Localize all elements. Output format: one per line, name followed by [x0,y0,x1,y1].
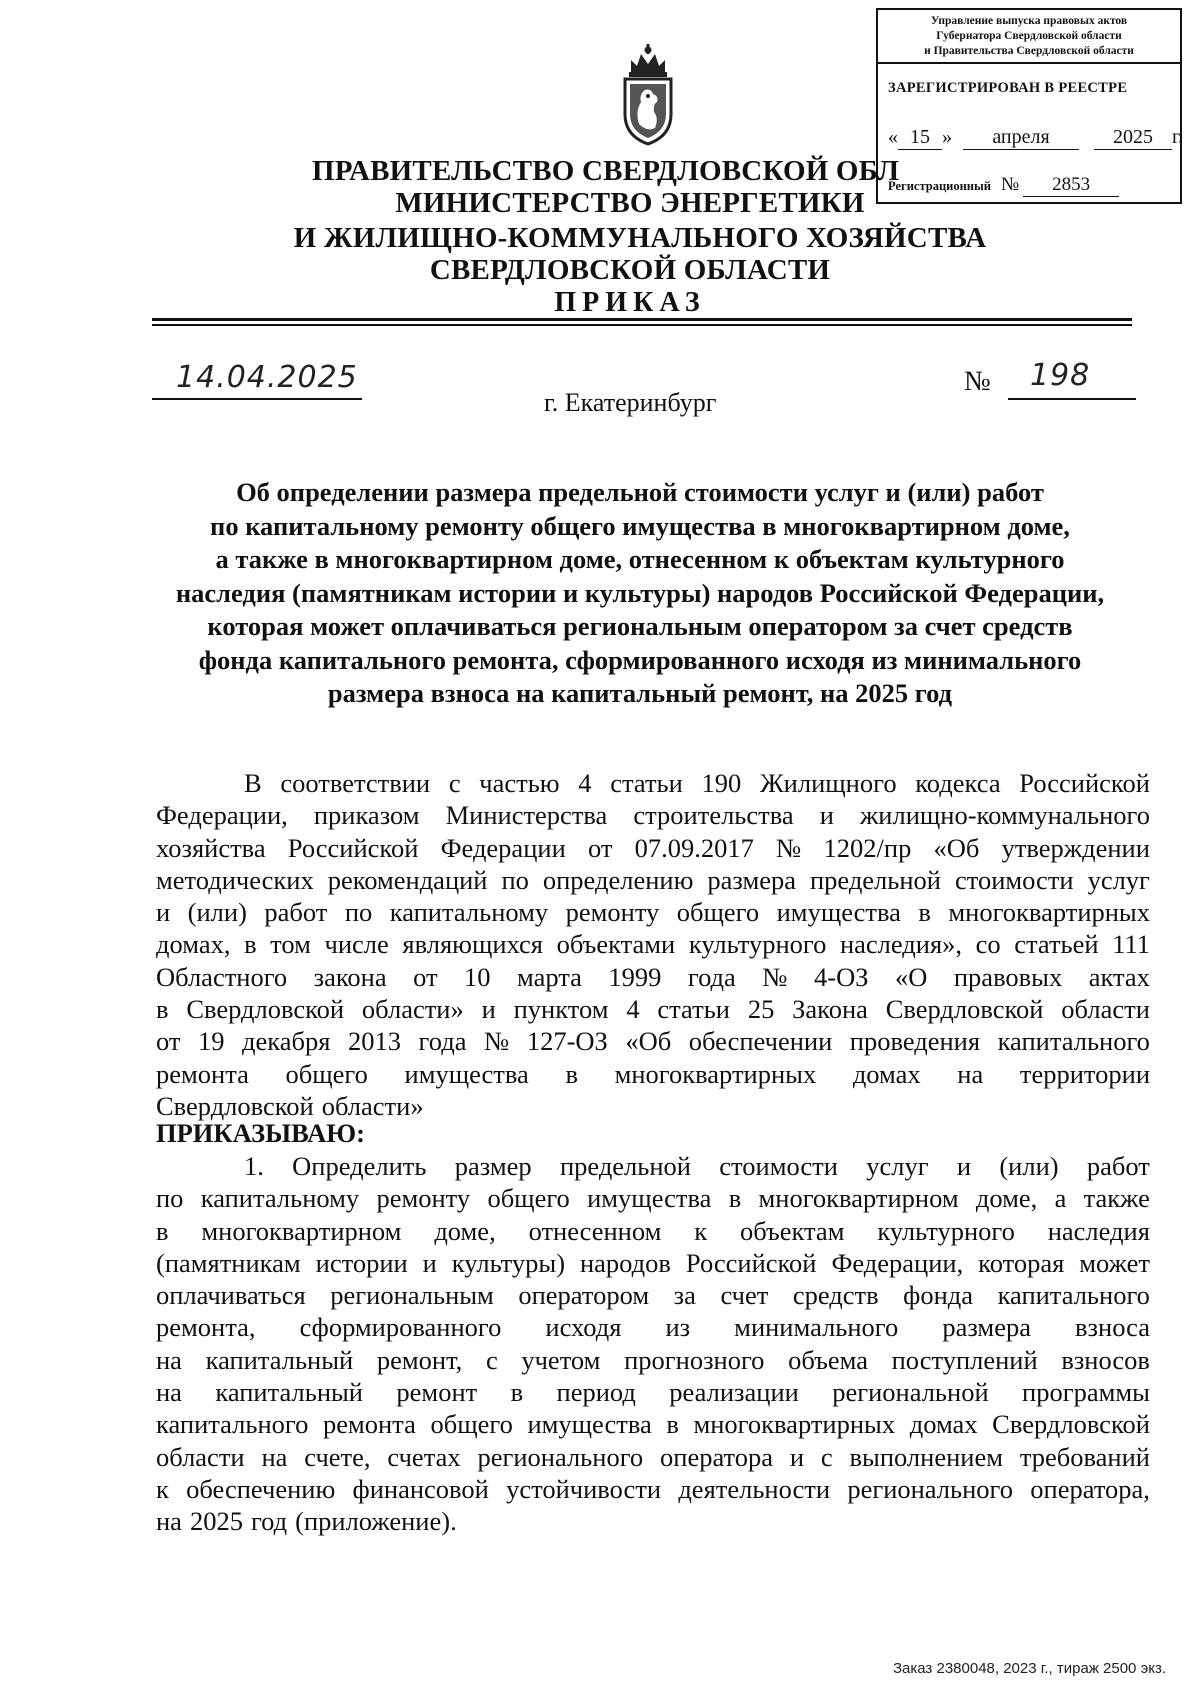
text-line: (памятникам истории и культуры) народов Российской Федерации, которая может [156,1247,1150,1278]
stamp-year-suffix: г. [1172,126,1183,148]
order-word: ПРИКАЗЫВАЮ: [156,1118,365,1148]
header-line-government: ПРАВИТЕЛЬСТВО СВЕРДЛОВСКОЙ ОБЛ [312,155,900,187]
text-line: 1. Определить размер предельной стоимости услуг и (или) работ [244,1151,1150,1181]
text-line: в многоквартирном доме, отнесенном к объектам культурного наследия [156,1215,1150,1246]
document-type-title: ПРИКАЗ [554,287,706,318]
text-line: по капитальному ремонту общего имущества в многоквартирном доме, а также [156,1183,1150,1214]
text-line: к обеспечению финансовой устойчивости деятельности регионального оператора, [156,1473,1150,1504]
text-line: области на счете, счетах регионального оператора и с выполнением требований [156,1441,1150,1472]
stamp-header-line: и Правительства Свердловской области [924,45,1134,57]
document-date: 14.04.2025 [176,360,358,395]
stamp-registered-label: ЗАРЕГИСТРИРОВАН В РЕЕСТРЕ [888,80,1128,96]
text-line: Свердловской области» [156,1090,424,1121]
header-divider [152,318,1132,321]
text-line: Областного закона от 10 марта 1999 года № 4-ОЗ «О правовых актах [156,961,1150,992]
header-line-region: СВЕРДЛОВСКОЙ ОБЛАСТИ [429,254,831,286]
text-line: и (или) работ по капитальному ремонту общего имущества в многоквартирных [156,897,1150,928]
preamble-paragraph [156,767,1150,1122]
title-line: по капитальному ремонту общего имущества в многоквартирном доме, [210,510,1070,541]
text-line: домах, в том числе являющихся объектами культурного наследия», со статьей 111 [156,929,1150,960]
text-line: на 2025 год (приложение). [156,1506,457,1537]
text-line: капитального ремонта общего имущества в многоквартирных домах Свердловской [156,1409,1150,1440]
date-underline [152,398,362,400]
number-underline [1008,398,1136,400]
title-line: наследия (памятникам истории и культуры) народов Российской Федерации, [175,577,1105,608]
header-line-housing: И ЖИЛИЩНО-КОММУНАЛЬНОГО ХОЗЯЙСТВА [293,222,987,254]
stamp-month: апреля [963,126,1079,150]
stamp-day: 15 [898,126,942,150]
stamp-date [888,126,1183,150]
text-line: хозяйства Российской Федерации от 07.09.2017 № 1202/пр «Об утверждении [156,832,1150,863]
stamp-reg-label: Регистрационный [888,179,991,193]
text-line: ремонта, сформированного исходя из минимального размера взноса [156,1312,1150,1343]
document-title [140,476,1140,711]
text-line: Федерации, приказом Министерства строительства и жилищно-коммунального [156,800,1150,831]
stamp-close-quote: » [942,126,952,148]
text-line: на капитальный ремонт, с учетом прогнозного объема поступлений взносов [156,1344,1150,1375]
text-line: от 19 декабря 2013 года № 127-ОЗ «Об обеспечении проведения капитального [156,1026,1150,1057]
document-number: 198 [1030,358,1091,393]
stamp-header-line: Управление выпуска правовых актов [930,15,1128,27]
stamp-header-line: Губернатора Свердловской области [936,30,1122,42]
document-city: г. Екатеринбург [544,388,717,417]
document-number-sign: № [964,366,991,397]
text-line: ремонта общего имущества в многоквартирных домах на территории [156,1058,1150,1089]
stamp-registration-number [888,174,1119,197]
text-line: в Свердловской области» и пунктом 4 статьи 25 Закона Свердловской области [156,994,1150,1025]
text-line: на капитальный ремонт в период реализации региональной программы [156,1377,1150,1408]
text-line: В соответствии с частью 4 статьи 190 Жилищного кодекса Российской [244,768,1150,798]
title-line: размера взноса на капитальный ремонт, на 2025 год [327,678,953,708]
title-line: а также в многоквартирном доме, отнесенном к объектам культурного [215,544,1065,574]
title-line: Об определении размера предельной стоимости услуг и (или) работ [236,477,1044,507]
text-line: методических рекомендаций по определению размера предельной стоимости услуг [156,864,1150,895]
title-line: которая может оплачиваться региональным оператором за счет средств [207,611,1073,641]
print-run-footer: Заказ 2380048, 2023 г., тираж 2500 экз. [892,1660,1166,1677]
stamp-reg-number: 2853 [1023,174,1119,197]
title-line: фонда капитального ремонта, сформированного исходя из минимального [198,644,1082,675]
stamp-header [878,10,1180,64]
stamp-reg-no-sign: № [1000,174,1020,195]
header-divider-thin [152,324,1132,326]
header-line-ministry: МИНИСТЕРСТВО ЭНЕРГЕТИКИ [395,187,865,219]
stamp-year: 2025 [1094,126,1172,150]
coat-of-arms-icon [617,42,679,146]
text-line: оплачиваться региональным оператором за счет средств фонда капитального [156,1280,1150,1311]
stamp-open-quote: « [888,126,898,148]
registration-stamp [876,8,1182,204]
order-item-1 [156,1150,1150,1538]
